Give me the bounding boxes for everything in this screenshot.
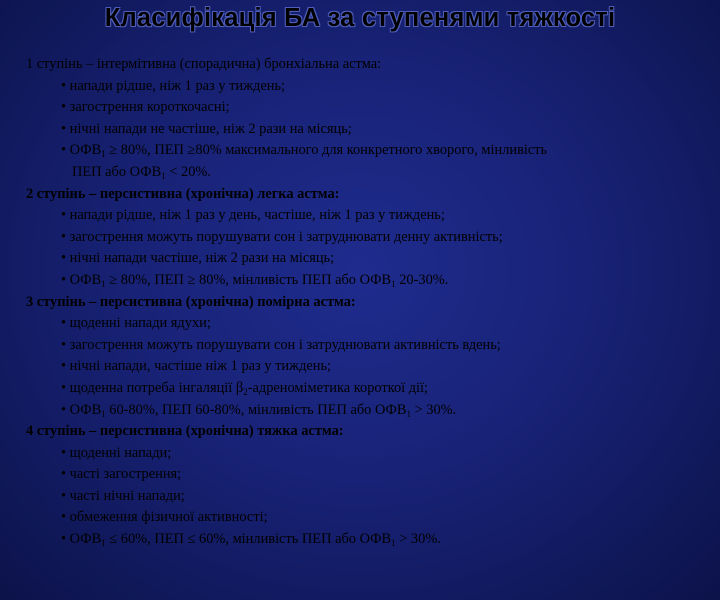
section-1-heading: 1 ступінь – інтермітивна (спорадична) бронхіальна астма: xyxy=(26,56,382,72)
section-2-item-3: • нічні напади частіше, ніж 2 рази на місяць; xyxy=(61,250,335,267)
section-4-item-3: • часті нічні напади; xyxy=(61,487,185,504)
section-1-fev-continuation: ПЕП або $ОФВ_1 < 20\%$. xyxy=(72,163,212,181)
section-1-fev-line: • $ОФВ_1 \ge 80\%$, ПЕП ≥80% максимального для конкретного хворого, мінливість xyxy=(61,142,548,160)
section-1-item-1: • напади рідше, ніж 1 раз у тиждень; xyxy=(61,77,286,94)
section-3-item-2: • загострення можуть порушувати сон і затруднювати активність вдень; xyxy=(61,336,501,353)
section-2-fev-line: • $ОФВ_1 \ge 80\%$, ПЕП ≥ 80%, мінливість ПЕП або $ОФВ_1$ 20-30%. xyxy=(61,271,449,289)
section-4-item-1: • щоденні напади; xyxy=(61,444,172,461)
classification-text xyxy=(26,54,706,551)
section-1-item-3: • нічні напади не частіше, ніж 2 рази на місяць; xyxy=(61,120,352,137)
section-3-item-1: • щоденні напади ядухи; xyxy=(61,315,211,332)
section-2-heading: 2 ступінь – персистивна (хронічна) легка астма: xyxy=(26,185,340,202)
section-3-heading: 3 ступінь – персистивна (хронічна) помірна астма: xyxy=(26,293,356,310)
section-4-item-2: • часті загострення; xyxy=(61,466,182,483)
section-3-beta-line: • щоденна потреба інгаляції $\beta_2$-адреноміметика короткої дії; xyxy=(61,379,429,397)
section-1-item-2: • загострення короткочасні; xyxy=(61,99,230,116)
slide-title: Класифікація БА за ступенями тяжкості xyxy=(104,4,616,32)
section-2-item-2: • загострення можуть порушувати сон і затруднювати денну активність; xyxy=(61,228,503,245)
section-4-heading: 4 ступінь – персистивна (хронічна) тяжка астма: xyxy=(26,423,344,440)
section-3-item-3: • нічні напади, частіше ніж 1 раз у тиждень; xyxy=(61,358,332,375)
section-4-item-4: • обмеження фізичної активності; xyxy=(61,509,268,526)
section-3-fev-line: • $ОФВ_1$ 60-80%, ПЕП 60-80%, мінливість ПЕП або $ОФВ_1 > 30\%$. xyxy=(61,401,457,419)
section-4-fev-line: • $ОФВ_1 \le 60\%$, ПЕП ≤ 60%, мінливість ПЕП або $ОФВ_1 > 30\%$. xyxy=(61,531,441,549)
section-2-item-1: • напади рідше, ніж 1 раз у день, частіше, ніж 1 раз у тиждень; xyxy=(61,207,445,224)
